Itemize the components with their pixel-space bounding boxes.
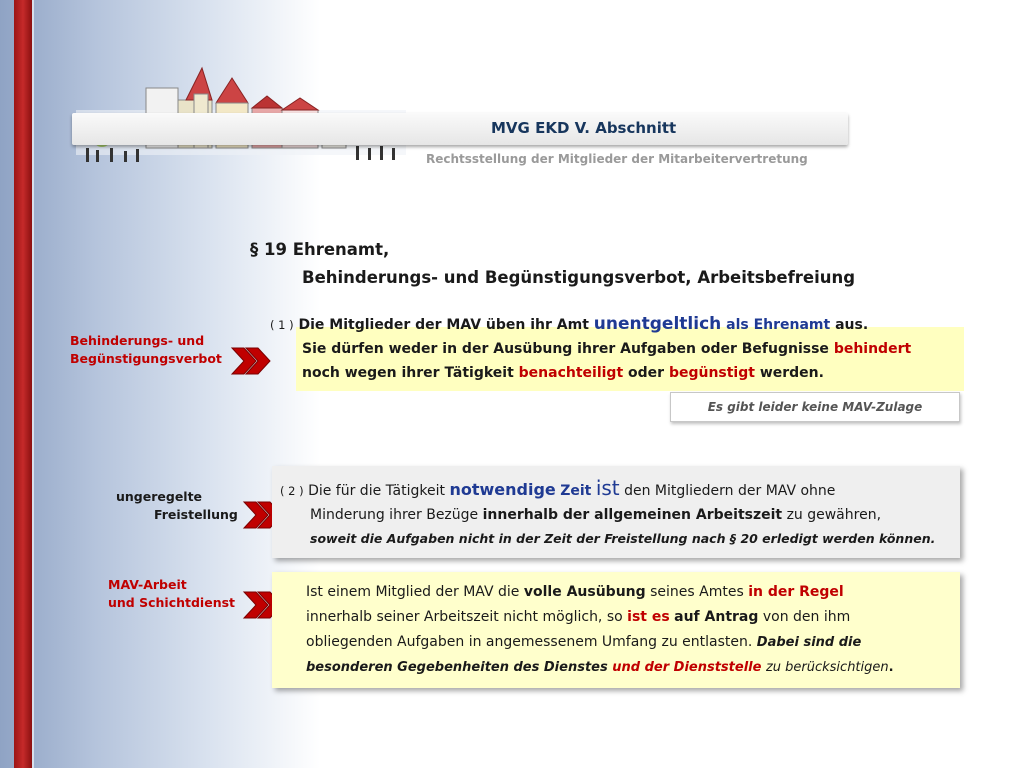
- section2-line3: soweit die Aufgaben nicht in der Zeit der Freistellung nach § 20 erledigt werden können.: [310, 531, 936, 546]
- emphasis-notwendige: notwendige: [449, 480, 556, 499]
- text-span: den Mitgliedern der MAV ohne: [624, 483, 836, 499]
- left-red-bar: [14, 0, 32, 768]
- text-span: zu gewähren,: [786, 507, 882, 523]
- side-label-line: ungeregelte: [116, 489, 203, 504]
- text-span: werden.: [759, 365, 824, 381]
- emphasis-volle-ausuebung: volle Ausübung: [523, 584, 646, 600]
- side-label-behinderungsverbot: [70, 332, 222, 368]
- emphasis-zeit: Zeit: [560, 483, 592, 499]
- text-span: Die für die Tätigkeit: [308, 483, 446, 499]
- paragraph-title: § 19 Ehrenamt,: [250, 240, 390, 259]
- side-label-line: MAV-Arbeit: [108, 577, 187, 592]
- section2-line2: [280, 503, 935, 527]
- side-label-line: Behinderungs- und: [70, 333, 205, 348]
- text-span: besonderen Gegebenheiten des Dienstes: [306, 660, 608, 675]
- header-band: [72, 113, 848, 145]
- text-span: zu berücksichtigen: [765, 660, 889, 675]
- emphasis-in-der-regel: in der Regel: [748, 584, 844, 600]
- emphasis-ehrenamt: als Ehrenamt: [726, 317, 831, 333]
- paragraph-subtitle: Behinderungs- und Begünstigungsverbot, Arbeitsbefreiung: [302, 268, 856, 287]
- side-label-line: und Schichtdienst: [108, 595, 236, 610]
- text-span: Die Mitglieder der MAV üben ihr Amt: [298, 317, 589, 333]
- header-subtitle: Rechtsstellung der Mitglieder der Mitarbeitervertretung: [426, 152, 808, 166]
- section3-text: [306, 580, 894, 680]
- section2-box: [272, 466, 960, 558]
- text-span: obliegenden Aufgaben in angemessenem Umfang zu entlasten.: [306, 634, 753, 650]
- text-span: Sie dürfen weder in der Ausübung ihrer Aufgaben oder Befugnisse: [302, 341, 829, 357]
- text-span: Dabei sind die: [756, 635, 862, 650]
- emphasis-unentgeltlich: unentgeltlich: [593, 314, 722, 334]
- emphasis-dienststelle: und der Dienststelle: [612, 660, 762, 675]
- section3-line1: [306, 580, 894, 605]
- text-span: aus.: [835, 317, 869, 333]
- text-span: .: [888, 660, 894, 675]
- section3-line3: [306, 630, 894, 655]
- text-span: noch wegen ihrer Tätigkeit: [302, 365, 514, 381]
- side-label-freistellung: [116, 488, 238, 524]
- section2-text: [280, 476, 935, 551]
- section3-line2: [306, 605, 894, 630]
- emphasis-ist: ist: [595, 476, 620, 500]
- header-title: MVG EKD V. Abschnitt: [491, 119, 677, 137]
- side-label-line: Begünstigungsverbot: [70, 351, 222, 366]
- section1-line2: [270, 337, 970, 361]
- section2-line1: [280, 476, 935, 503]
- text-span: seines Amtes: [650, 584, 744, 600]
- section-number: ( 2 ): [280, 484, 304, 498]
- text-span: oder: [628, 365, 665, 381]
- emphasis-beguenstigt: begünstigt: [668, 365, 755, 381]
- text-span: innerhalb seiner Arbeitszeit nicht möglich, so: [306, 609, 623, 625]
- emphasis-ist-es: ist es: [627, 609, 670, 625]
- double-chevron-icon: [230, 346, 272, 376]
- emphasis-arbeitszeit: innerhalb der allgemeinen Arbeitszeit: [482, 507, 783, 523]
- text-span: Ist einem Mitglied der MAV die: [306, 584, 520, 600]
- section1-line1: [270, 312, 970, 337]
- section3-box: [272, 572, 960, 688]
- side-label-line: Freistellung: [154, 507, 238, 522]
- section1-line3: [270, 361, 970, 385]
- emphasis-behindert: behindert: [833, 341, 912, 357]
- text-span: Minderung ihrer Bezüge: [310, 507, 479, 523]
- emphasis-benachteiligt: benachteiligt: [518, 365, 624, 381]
- side-label-schichtdienst: [108, 576, 235, 612]
- note-box: Es gibt leider keine MAV-Zulage: [670, 392, 960, 422]
- section-number: ( 1 ): [270, 318, 294, 332]
- section3-line4: [306, 655, 894, 680]
- emphasis-auf-antrag: auf Antrag: [674, 609, 759, 625]
- section1-text: [270, 312, 970, 385]
- text-span: von den ihm: [762, 609, 851, 625]
- left-bar-highlight: [32, 0, 34, 768]
